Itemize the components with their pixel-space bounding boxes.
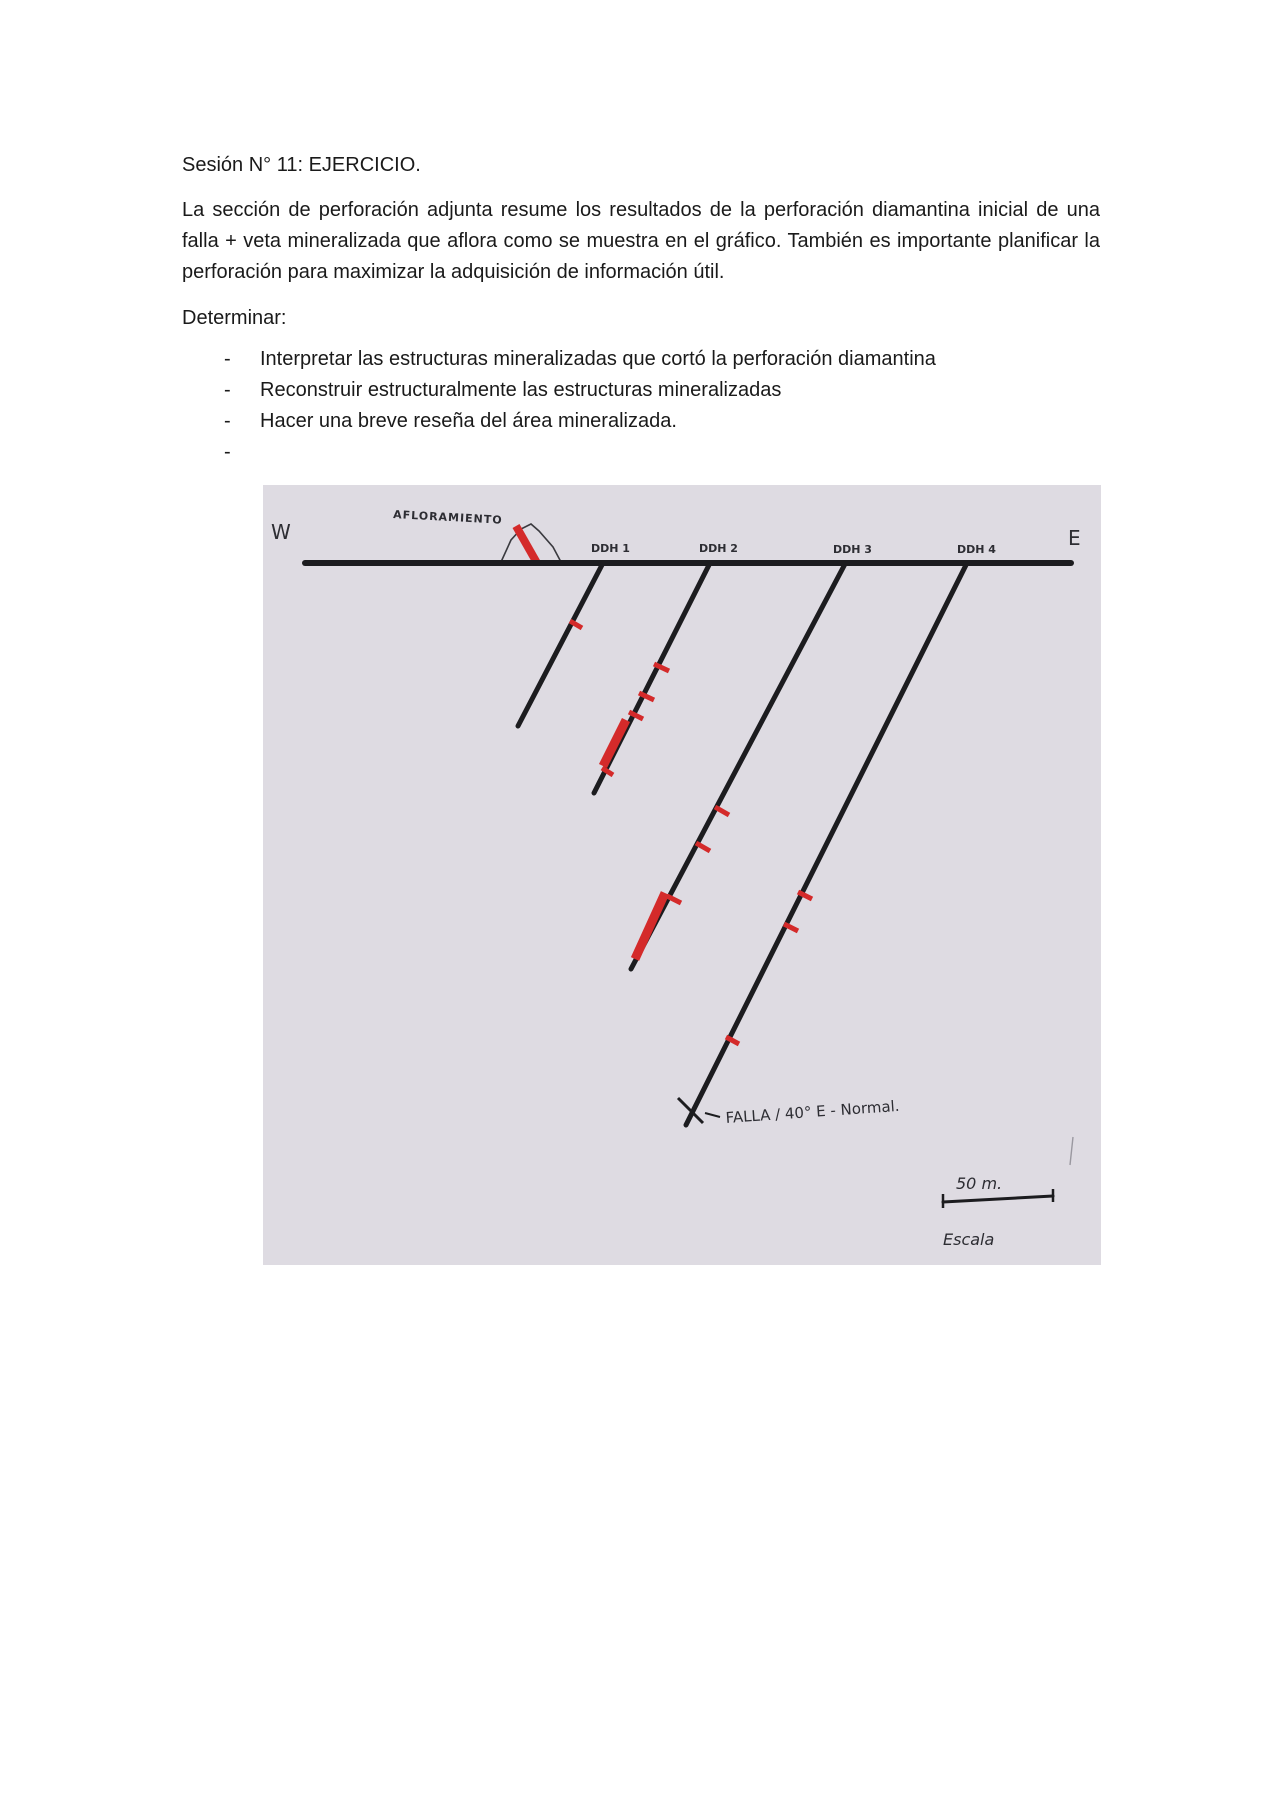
- scale-bar: [943, 1196, 1053, 1202]
- drill-section-drawing: [263, 485, 1101, 1265]
- task-item: [182, 437, 1100, 468]
- scale-value: 50 m.: [956, 1174, 1003, 1193]
- task-item: [182, 375, 1100, 406]
- bullet-marker: -: [224, 410, 231, 432]
- fault-pointer: [705, 1113, 720, 1117]
- drill-section-figure: [263, 485, 1101, 1265]
- ddh-3-intercept: [715, 807, 729, 815]
- scale-label: Escala: [943, 1230, 995, 1249]
- west-label: W: [271, 520, 291, 544]
- ddh-1-trace: [518, 563, 603, 726]
- session-title: Sesión N° 11: EJERCICIO.: [182, 154, 421, 176]
- bullet-marker: -: [224, 348, 231, 370]
- pencil-mark: [1070, 1137, 1073, 1165]
- ddh-2-vein-interval: [603, 720, 626, 766]
- bullet-marker: -: [224, 379, 231, 401]
- ddh-3-label: DDH 3: [833, 543, 872, 556]
- task-list: [182, 344, 1100, 468]
- task-text: Hacer una breve reseña del área mineralizada.: [260, 410, 677, 432]
- task-text: Interpretar las estructuras mineralizadas que cortó la perforación diamantina: [260, 348, 936, 370]
- ddh-3-vein-interval: [635, 893, 665, 959]
- ddh-4-trace: [686, 565, 966, 1125]
- outcrop-vein: [516, 526, 537, 563]
- ddh-3-intercept: [696, 843, 710, 851]
- ddh-3-trace: [631, 564, 845, 969]
- ddh-4-label: DDH 4: [957, 543, 996, 556]
- east-label: E: [1068, 526, 1081, 550]
- ddh-1-label: DDH 1: [591, 542, 630, 555]
- determinar-label: Determinar:: [182, 307, 287, 329]
- ddh-2-label: DDH 2: [699, 542, 738, 555]
- document-body: [182, 150, 1100, 468]
- task-text: Reconstruir estructuralmente las estructuras mineralizadas: [260, 379, 782, 401]
- task-item: [182, 344, 1100, 375]
- intro-paragraph: La sección de perforación adjunta resume los resultados de la perforación diamantina inicial de una falla + veta mineralizada que aflora como se muestra en el gráfico. También es importante planificar la perforación para maximizar la adquisición de información útil.: [182, 199, 1100, 283]
- fault-label: FALLA / 40° E - Normal.: [725, 1096, 901, 1127]
- task-item: [182, 406, 1100, 437]
- bullet-marker: -: [224, 441, 231, 463]
- outcrop-label: AFLORAMIENTO: [392, 508, 503, 527]
